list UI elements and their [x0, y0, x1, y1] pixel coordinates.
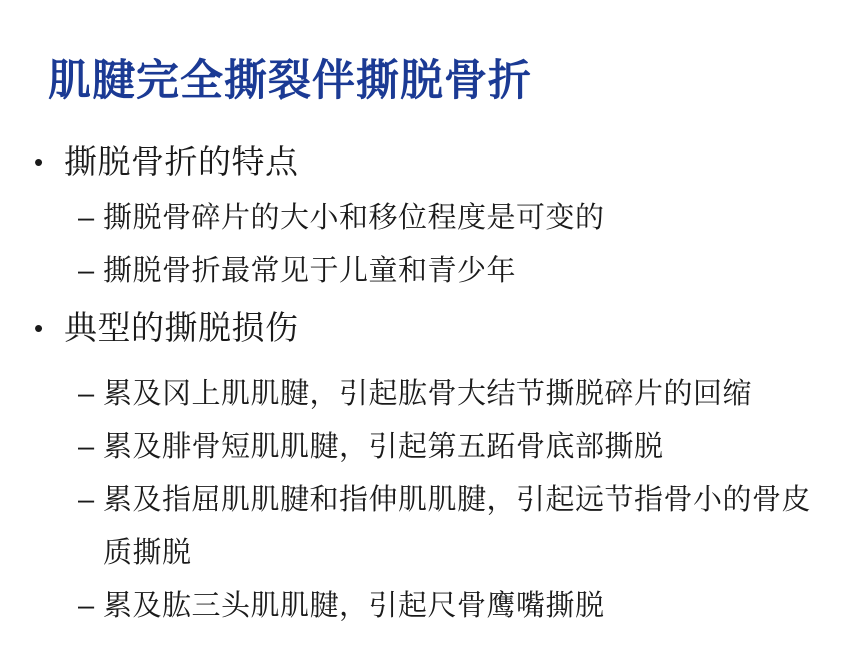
list-item-text: 撕脱骨折的特点: [64, 143, 299, 180]
list-item-level2: [34, 245, 838, 298]
bullet-icon: •: [34, 147, 44, 177]
bullet-group-fracture-features: [34, 140, 838, 298]
list-item-text: 累及冈上肌肌腱，引起肱骨大结节撕脱碎片的回缩: [103, 378, 753, 410]
list-item-text: 典型的撕脱损伤: [64, 309, 299, 346]
dash-icon: –: [78, 431, 95, 463]
list-item-text: 累及腓骨短肌肌腱，引起第五跖骨底部撕脱: [103, 431, 664, 463]
list-item-level1: [34, 140, 838, 184]
dash-icon: –: [78, 484, 95, 516]
list-item-level2: [34, 474, 838, 580]
list-item-text: 累及指屈肌肌腱和指伸肌肌腱，引起远节指骨小的骨皮质撕脱: [103, 484, 812, 569]
list-item-text: 撕脱骨折最常见于儿童和青少年: [103, 255, 517, 287]
dash-icon: –: [78, 590, 95, 622]
list-item-text: 累及肱三头肌肌腱，引起尺骨鹰嘴撕脱: [103, 590, 605, 622]
sublist: [34, 192, 838, 298]
list-item-level2: [34, 580, 838, 633]
dash-icon: –: [78, 202, 95, 234]
list-item-level2: [34, 421, 838, 474]
bullet-group-typical-avulsions: [34, 306, 838, 633]
list-item-level1: [34, 306, 838, 350]
dash-icon: –: [78, 378, 95, 410]
slide-body: [34, 140, 838, 633]
slide-title: 肌腱完全撕裂伴撕脱骨折: [48, 57, 532, 105]
list-item-level2: [34, 192, 838, 245]
dash-icon: –: [78, 255, 95, 287]
list-item-level2: [34, 368, 838, 421]
list-item-text: 撕脱骨碎片的大小和移位程度是可变的: [103, 202, 605, 234]
bullet-icon: •: [34, 313, 44, 343]
sublist: [34, 368, 838, 633]
